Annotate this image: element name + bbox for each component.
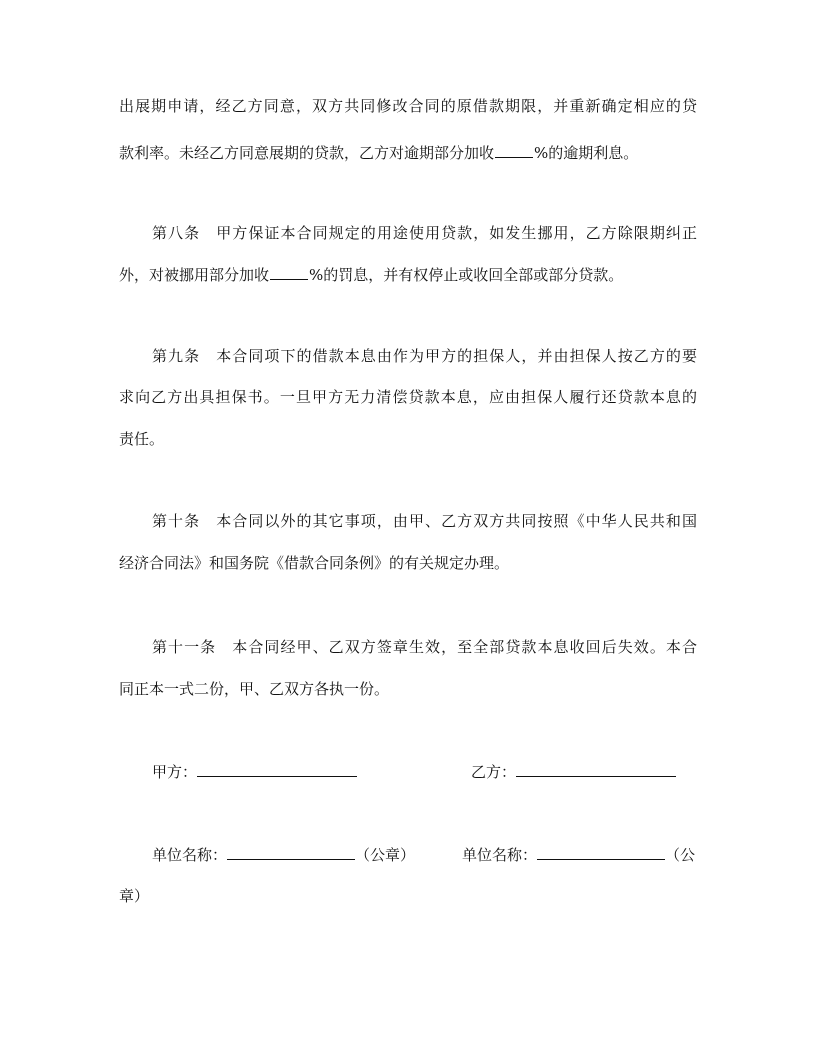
party-b-label: 乙方： [471,763,517,781]
article-8-line-2 [119,265,697,285]
fill-in-blank [495,144,533,158]
text-segment: %的逾期利息。 [534,144,639,162]
article-9-line-3: 责任。 [119,430,165,448]
party-a-signature-line [197,762,357,777]
unit-name-line [537,845,665,860]
text-segment: %的罚息，并有权停止或收回全部或部分贷款。 [309,266,624,284]
party-a-signature [152,762,357,782]
article-10-line-2: 经济合同法》和国务院《借款合同条例》的有关规定办理。 [119,554,510,572]
text-segment: 外，对被挪用部分加收 [119,266,270,284]
article-9-line-1: 第九条 本合同项下的借款本息由作为甲方的担保人，并由担保人按乙方的要 [152,347,697,365]
unit-name-label: 单位名称： [462,846,538,864]
article-8-line-1: 第八条 甲方保证本合同规定的用途使用贷款，如发生挪用，乙方除限期纠正 [152,224,697,242]
unit-name-label: 单位名称： [152,846,228,864]
article-9-line-2: 求向乙方出具担保书。一旦甲方无力清偿贷款本息，应由担保人履行还贷款本息的 [119,388,697,406]
party-b-signature [471,762,676,782]
seal-label-wrap: 章） [119,887,150,905]
paragraph-7-line-2 [119,143,697,163]
seal-label: （公章） [355,846,416,864]
paragraph-7-line-1: 出展期申请，经乙方同意，双方共同修改合同的原借款期限，并重新确定相应的贷 [119,97,697,115]
fill-in-blank [270,266,308,280]
unit-name-line [227,845,355,860]
text-segment: 款利率。未经乙方同意展期的贷款，乙方对逾期部分加收 [119,144,495,162]
article-11-line-1: 第十一条 本合同经甲、乙双方签章生效，至全部贷款本息收回后失效。本合 [152,638,697,656]
seal-label-start: （公 [665,846,696,864]
party-b-signature-line [516,762,676,777]
party-a-unit [152,845,415,865]
party-b-unit [462,845,695,865]
article-10-line-1: 第十条 本合同以外的其它事项，由甲、乙方双方共同按照《中华人民共和国 [152,512,697,530]
article-11-line-2: 同正本一式二份，甲、乙双方各执一份。 [119,680,390,698]
party-a-label: 甲方： [152,763,198,781]
